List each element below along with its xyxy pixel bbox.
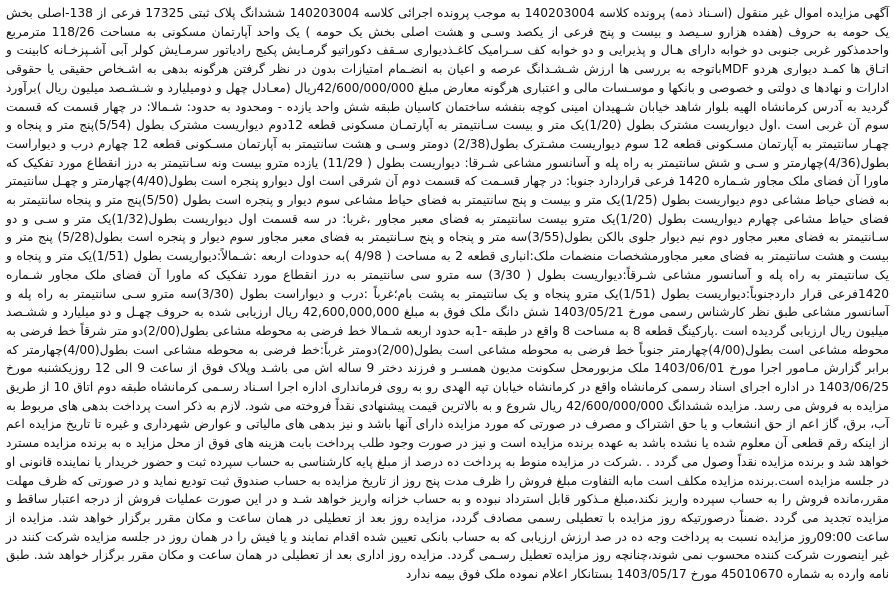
notice-text: آگهی مزایده اموال غیر منقول (اسـناد ذمه) پرونده کلاسه 140203004 به موجب پرونده اجرائی کلاسه 140203004 ششدانگ پلاک ثبتی 17325 فرعی از 138-اصلی بخش یک حومه به حروف (هفده هزارو سـیصد و بیست و پنج فرعی از یکصد وسـی و هشت اصلی بخش یک حومه ) یک واحد آپارتمان مسکونی به مساحت 118/26 مترمربع واحدمذکور غربی جنوبی دو خوابه دارای هـال و پذیرایی و دو خوابه کف سـرامیک کاغـذدیواری سـقف دکوراتیو گرمـایش پکیج رادیاتور سرمـایش کولر آبی آشـپزخـانه کابینت و اتـاق ها کمـد دیواری هردو MDFباتوجه به بررسی ها ارزش شـشـدانگ عرصه و اعیان به انضـمام امتیازات بدون در نظر گرفتن هرگونه بدهی به اشـخاص حقیقی یا حقوقی ادارات و نهادها ی دولتی و خصوصی و بانکها و موسـسات مالی و اعتباری هرگونه معارض مبلغ 42/600/000/000ریال (معـادل چهل و دومیلیارد و شـشـصد میلیون ریال )برآورد گردید به آدرس کرمانشاه الهیه بلوار شاهد خیابان شـهیدان امینی کوچه بنفشه ساختمان کاسیان طبقه شش واحد یازده - ومحدود به حدود: شـمالا: در چهار قسمت که قسمت سوم آن غربی است .اول دیواریست مشترک بطول (1/20)یک متر و بیست سـانتیمتر به آپارتمـان مسکونی قطعه 12دوم دیواریست مشترک بطول (5/54)پنج متر و پنجاه و چهـار سانتیمتر به آپارتمان مسـکونی قطعه 12 سوم دیواریست مشـترک بطول(2/38) دومتر وسـی و هشت سانتیمتر به آپارتمان مسـکونی قطعه 12 چهارم درب و دیواراست بطول(4/36)چهارمتر و سـی و شش سانتیمتر به راه پله و آسانسور مشاعی شـرقا: دیواریست بطول ( 11/29) یازده مترو بیست ونه سـانتیمتر به درز انقطاع مورد تفکیک که ماورا آن فضای ملک مجاور شـماره 1420 فرعی قراردارد جنوبا: در چهار قسـمت که قسمت دوم آن شرقی است اول دیوارو پنجره است بطول(4/40)چهارمتر و چهـل سانتیمتر به فضای حیاط مشاعی دوم دیواریست بطول (1/25)یک متر و بیست و پنج سانتیمتر به فضای حیاط مشاعی سوم دیوار و پنجره است بطول (5/50)پنج متر و پنجاه سانتیمتر به فضای حیاط مشاعی چهارم دیواریست بطول (1/20)یک مترو بیست سانتیمتر به فضای معبر مجاور ،غربا: در سه قسمت اول دیواریست بطول(1/32)یک متر و سـی و دو سـانتیمتر به فضای معبر مجاور دوم نیم دیوار جلوی بالکن بطول(3/55)سه متر و پنجاه و پنج سـانتیمتر به فضای معبر مجاور سوم دیوار و پنجره است بطول(5/28) پنج متر و بیست و هشت سانتیمتر به فضای معبر مجاورمشخصات منضمات ملک:انباری قطعه 2 به مساحت ( 4/98 )به حدودات اربعه :شـمالاً:دیواریست بطول (1/51)یک متر و پنجاه و یک سانتیمتر به راه پله و آسانسور مشاعی شـرقاً:دیواریست بطول ( 3/30) سه مترو سی سانتیمتر به درز انقطاع مورد تفکیک که ماورا آن فضای ملک مجاور شـماره 1420فرعی قرار داردجنوباً:دیواریست بطول (1/51)یک مترو پنجاه و یک سانتیمتر به پشت بام؛غرباً :درب و دیواراست بطول (3/30)سه مترو سـی سانتیمتر به راه پله و آسانسور مشاعی طبق نظر کارشناس رسمی مورخ 1403/05/21 شش دانگ ملک فوق به مبلغ 42,600,000,000 ریال ارزیابی شده به حروف چهـل و دو میلیارد و ششـصد میلیون ریال ارزیابی گردیده است .پارکینگ قطعه 8 به مساحت 8 واقع در طبقه -1به حدود اربعه شـمالا خط فرضی به محوطه مشاعی بطول(2/00)دو متر شرقاً خط فرضی به محوطه مشاعی است بطول(4/00)چهارمتر جنوباً خط فرضی به محوطه مشاعی است بطول(2/00)دومتر غرباً:خط فرضی به محوطه مشاعی است بطول(4/00)چهارمتر که برابر گزارش مـامور اجرا مورخ 1403/06/01 ملک مزبورمحل سکونت مدیون همسـر و فرزند دختر 9 ساله اش می باشـد وپلاک فوق از ساعت 9 الی 12 روزیکشنبه مورخ 1403/06/25 در اداره اجرای اسناد رسمی کرمانشاه واقع در کرمانشاه خیابان تپه الهدی رو به روی فرمانداری اداره اجرا اسـناد رسـمی کرمانشاه طبقه دوم اتاق 10 از طریق مزایده به فروش می رسد. مزایده ششدانگ 42/600/000/000 ریال شروع و به بالاترین قیمت پیشنهادی نقداً فروخته می شود. لازم به ذکر است پرداخت بدهی های مربوط به آب، برق، گاز اعم از حق انشعاب و یا حق اشتراک و مصرف در صورتی که مورد مزایده دارای آنها باشد و نیز بدهی های مالیاتی و عوارض شهرداری و غیره تا تاریخ مزایده اعم از اینکه رقم قطعی آن معلوم شده یا نشده باشد به عهده برنده مزایده است و نیز در صورت وجود طلب پرداخت بابت هزینه های فوق از محل مزاید ه به برنده مزایده مسترد خواهد شد و برنده مزایده نقداً وصول می گردد . .شرکت در مزایده منوط به پرداخت ده درصد از مبلغ پایه کارشناسی به حساب سپرده ثبت و حضور خریدار یا نماینده قانونی او در جلسه مزایده است.برنده مزایده مکلف است مابه التفاوت مبلغ فروش را ظرف مدت پنج روز از تاریخ مزایده به حساب صندوق ثبت تودیع نماید و در صورتی که ظرف مهلت مقرر،مانده فروش را به حساب سپرده واریز نکند،مبلغ مـذکور قابل استرداد نبوده و به حساب خزانه واریز خواهد شـد و در این صورت عملیات فروش از درجه اعتبار ساقط و مزایده تجدید می گردد .ضمناً درصورتیکه روز مزایده با تعطیلی رسمی مصادف گردد، مزایده روز بعد از تعطیلی در همان ساعت و مکان مقرر برگزار خواهد شد. مزایده از ساعت 09:00روز مزایده نسبت به پرداخت وجه ده در صد ارزش ارزیابی که به حساب بانکی تعیین شده اقدام نمایند و یا فیش را در همان روز در جلسه مزایده شرکت کنند در غیر اینصورت شرکت کننده محسوب نمی شوند،چنانچه روز مزایده تعطیل رسـمی گردد. مزایده روز اداری بعد از تعطیلی در همان ساعت و مکان مقرر برگزار خواهد شد. طبق نامه وارده به شماره 45010670 مورخ 1403/05/17 بستانکار اعلام نموده ملک فوق بیمه ندارد [6,6,890,582]
